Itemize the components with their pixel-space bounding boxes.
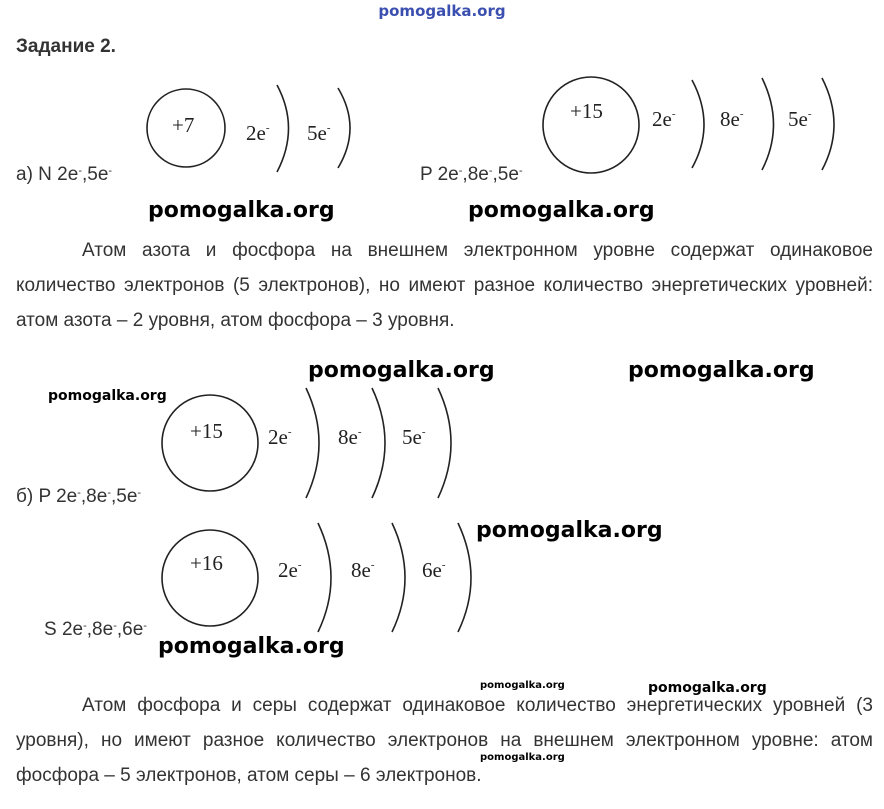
p-b-level-2: 8e- (338, 425, 362, 449)
n-shell-1 (277, 85, 289, 172)
watermark: pomogalka.org (148, 198, 335, 223)
p-a-shell-2 (762, 78, 774, 170)
p-a-nucleus-circle (543, 77, 639, 173)
n-level-1: 2e- (246, 121, 270, 145)
n-shell-2 (338, 88, 350, 168)
s-level-1: 2e- (278, 558, 302, 582)
watermark: pomogalka.org (468, 198, 655, 223)
task-title: Задание 2. (16, 36, 116, 57)
watermark: pomogalka.org (648, 680, 767, 696)
p-b-shell-1 (306, 388, 319, 498)
paragraph-b: Атом фосфора и серы содержат одинаковое количество энергетических уровней (3 уровня), но имеют разное количество электронов на внешнем электронном уровне: атом фосфора – 5 электронов, атом серы – 6 электронов. (16, 695, 873, 786)
formula-s: S 2e-,8e-,6e- (44, 619, 147, 640)
formula-p-b: б) P 2e-,8e-,5e- (16, 486, 142, 507)
watermark: pomogalka.org (480, 680, 565, 691)
s-level-2: 8e- (351, 558, 375, 582)
watermark: pomogalka.org (308, 358, 495, 383)
p-a-nucleus-charge: +15 (570, 99, 603, 123)
formula-n: а) N 2e-,5e- (16, 164, 113, 185)
p-b-level-1: 2e- (268, 425, 292, 449)
watermark: pomogalka.org (476, 518, 663, 543)
p-a-shell-3 (822, 78, 834, 170)
p-a-level-2: 8e- (720, 107, 744, 131)
p-b-level-3: 5e- (402, 425, 426, 449)
p-b-nucleus-charge: +15 (190, 419, 223, 443)
s-shell-3 (458, 523, 471, 632)
p-a-level-3: 5e- (788, 107, 812, 131)
watermark-top: pomogalka.org (378, 2, 506, 20)
formula-p-a: P 2e-,8e-,5e- (420, 164, 523, 185)
p-b-shell-2 (372, 388, 385, 498)
watermark: pomogalka.org (480, 752, 565, 763)
s-nucleus-circle (162, 530, 258, 626)
p-b-shell-3 (438, 388, 451, 498)
watermark: pomogalka.org (48, 388, 167, 404)
s-shell-1 (318, 523, 331, 632)
n-level-2: 5e- (307, 121, 331, 145)
s-nucleus-charge: +16 (190, 551, 223, 575)
p-a-shell-1 (692, 80, 704, 168)
p-b-nucleus-circle (162, 395, 258, 491)
watermark: pomogalka.org (628, 358, 815, 383)
watermark: pomogalka.org (158, 634, 345, 659)
n-nucleus-charge: +7 (172, 113, 195, 137)
p-a-level-1: 2e- (652, 107, 676, 131)
s-shell-2 (392, 523, 405, 632)
paragraph-a: Атом азота и фосфора на внешнем электронном уровне содержат одинаковое количество электронов (5 электронов), но имеют разное количество энергетических уровней: атом азота – 2 уровня, атом фосфора – 3 уровня. (16, 240, 873, 331)
s-level-3: 6e- (422, 558, 446, 582)
